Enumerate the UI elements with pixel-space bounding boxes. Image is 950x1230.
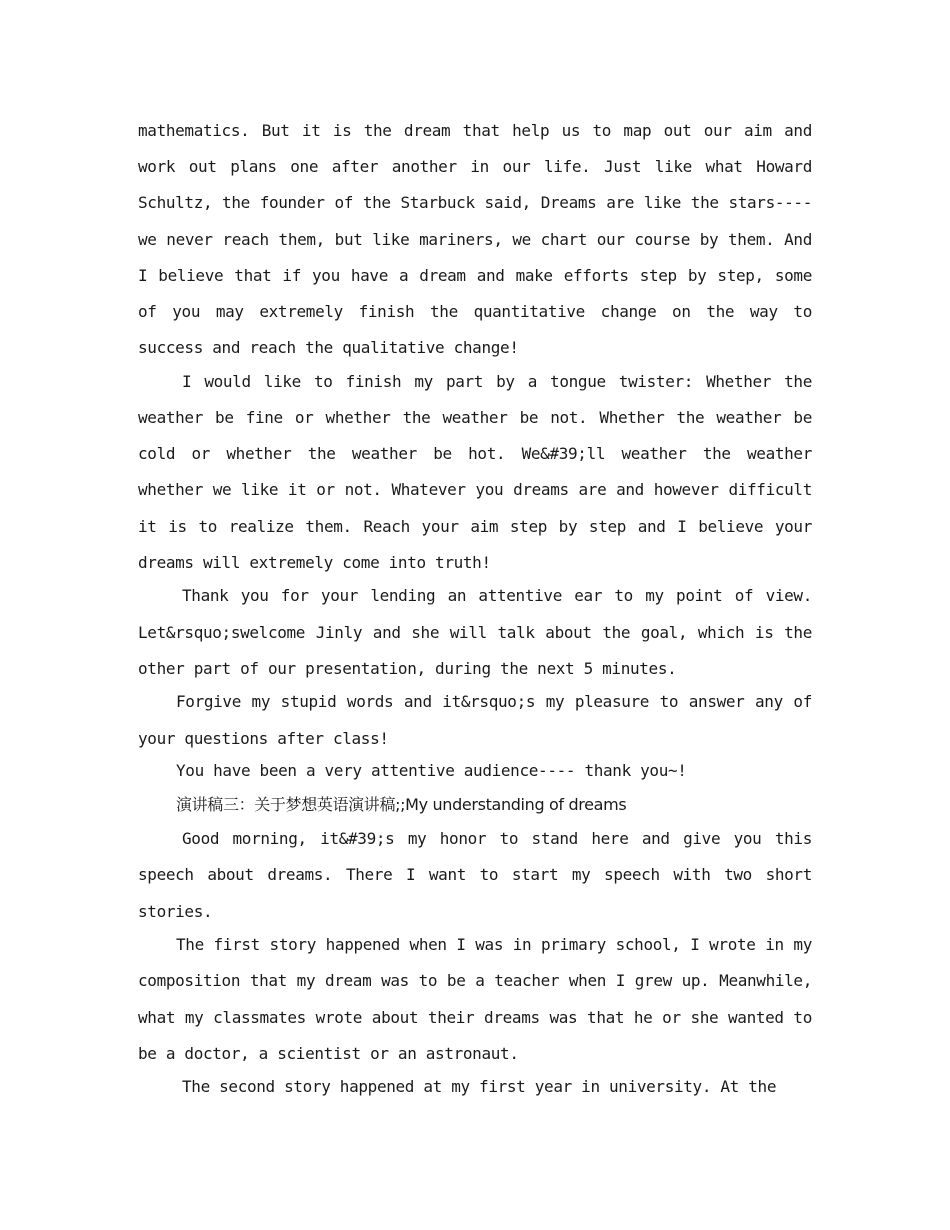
paragraph-thank-you: Thank you for your lending an attentive ear to my point of view. Let&rsquo;swelcome Jinly and she will talk about the goal, which is the other part of our presentation, during the next 5 minutes. bbox=[138, 586, 812, 678]
paragraph-tongue-twister: I would like to finish my part by a tongue twister: Whether the weather be fine or whether the weather be not. Whether the weather be cold or whether the weather be hot. We&#39;ll weather the weather whether we like it or not. Whatever you dreams are and however difficult it is to realize them. Reach your aim step by step and I believe your dreams will extremely come into truth! bbox=[138, 371, 812, 572]
document-body bbox=[138, 113, 812, 1106]
paragraph-forgive: Forgive my stupid words and it&rsquo;s my pleasure to answer any of your questions after class! bbox=[138, 692, 812, 748]
paragraph-good-morning: Good morning, it&#39;s my honor to stand here and give you this speech about dreams. There I want to start my speech with two short stories. bbox=[138, 829, 812, 921]
speech-heading: 演讲稿三：关于梦想英语演讲稿;;My understanding of dreams bbox=[176, 794, 627, 814]
paragraph-second-story: The second story happened at my first year in university. At the bbox=[182, 1077, 777, 1097]
paragraph-dreams-stars: mathematics. But it is the dream that help us to map out our aim and work out plans one after another in our life. Just like what Howard Schultz, the founder of the Starbuck said, Dreams are like the stars---- we never reach them, but like mariners, we chart our course by them. And I believe that if you have a dream and make efforts step by step, some of you may extremely finish the quantitative change on the way to success and reach the qualitative change! bbox=[138, 121, 812, 358]
paragraph-attentive-audience: You have been a very attentive audience---- thank you~! bbox=[176, 761, 687, 781]
paragraph-first-story: The first story happened when I was in primary school, I wrote in my composition that my dream was to be a teacher when I grew up. Meanwhile, what my classmates wrote about their dreams was that he or she wanted to be a doctor, a scientist or an astronaut. bbox=[138, 935, 812, 1063]
